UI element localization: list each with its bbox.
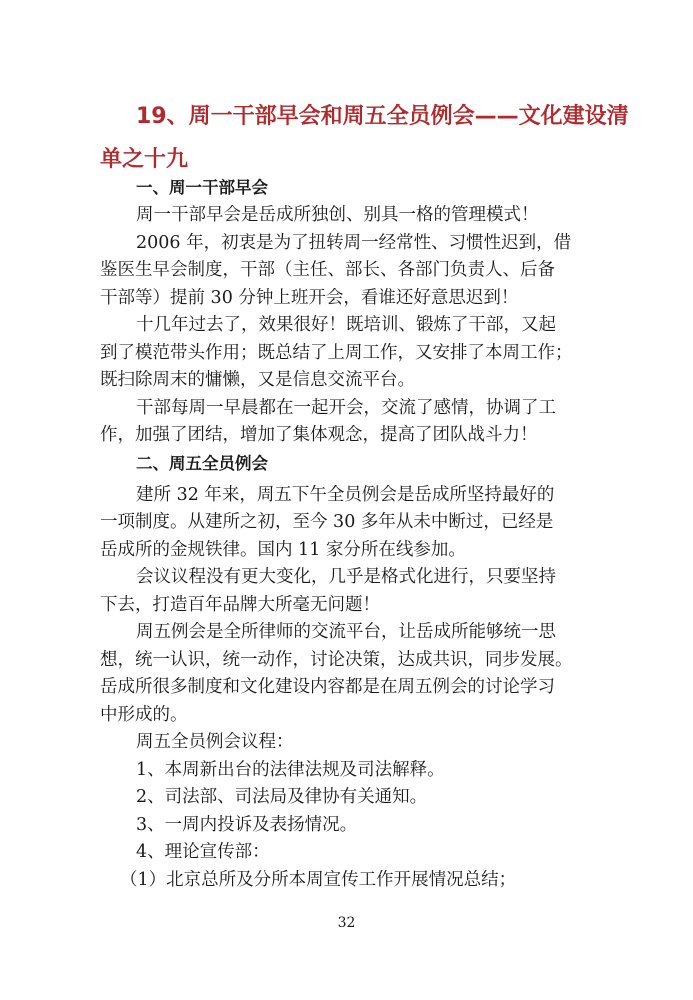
paragraph-line: 2006 年，初衷是为了扭转周一经常性、习惯性迟到，借	[136, 232, 572, 253]
paragraph	[100, 619, 595, 729]
paragraph-line: 岳成所的金规铁律。国内 11 家分所在线参加。	[100, 539, 466, 560]
body-text	[100, 174, 595, 894]
paragraph-line: 会议议程没有更大变化，几乎是格式化进行，只要坚持	[136, 567, 556, 587]
paragraph	[100, 230, 595, 313]
paragraph-line: 十几年过去了，效果很好！既培训、锻炼了干部，又起	[136, 315, 556, 335]
paragraph-line: 想，统一认识，统一动作，讨论决策，达成共识，同步发展。	[100, 649, 573, 670]
paragraph-line: 周一干部早会是岳成所独创、别具一格的管理模式！	[136, 205, 539, 225]
chapter-title	[100, 95, 629, 181]
paragraph	[100, 395, 595, 450]
agenda-title: 周五全员例会议程：	[136, 732, 294, 752]
section-heading-2: 二、周五全员例会	[136, 453, 268, 473]
paragraph-line: 干部等）提前 30 分钟上班开会，看谁还好意思迟到！	[100, 287, 519, 308]
agenda-sub-item: （1）北京总所及分所本周宣传工作开展情况总结；	[120, 869, 517, 890]
agenda-item: 2、司法部、司法局及律协有关通知。	[136, 787, 428, 807]
paragraph-line: 一项制度。从建所之初，至今 30 多年从未中断过，已经是	[100, 512, 554, 532]
paragraph-line: 干部每周一早晨都在一起开会，交流了感情，协调了工	[136, 397, 556, 418]
paragraph	[100, 482, 595, 565]
section-heading-1: 一、周一干部早会	[136, 178, 268, 197]
paragraph-line: 岳成所很多制度和文化建设内容都是在周五例会的讨论学习	[100, 677, 555, 697]
title-line-2: 单之十九	[100, 147, 189, 172]
paragraph-line: 下去，打造百年品牌大所毫无问题！	[100, 594, 380, 615]
paragraph-line: 鉴医生早会制度，干部（主任、部长、各部门负责人、后备	[100, 260, 555, 280]
paragraph	[100, 312, 595, 395]
paragraph	[100, 202, 595, 230]
paragraph-line: 到了模范带头作用；既总结了上周工作，又安排了本周工作；	[100, 342, 573, 363]
paragraph-line: 建所 32 年来，周五下午全员例会是岳成所坚持最好的	[136, 484, 555, 505]
agenda-item: 1、本周新出台的法律法规及司法解释。	[136, 759, 445, 780]
agenda-item: 3、一周内投诉及表扬情况。	[136, 814, 358, 835]
paragraph-line: 中形成的。	[100, 704, 188, 725]
page-number: 32	[337, 915, 356, 931]
title-line-1: 19、周一干部早会和周五全员例会——文化建设清	[136, 104, 629, 129]
paragraph	[100, 564, 595, 619]
paragraph-line: 作，加强了团结，增加了集体观念，提高了团队战斗力！	[100, 425, 538, 445]
paragraph-line: 周五例会是全所律师的交流平台，让岳成所能够统一思	[136, 622, 556, 642]
agenda-item: 4、理论宣传部：	[136, 842, 270, 862]
paragraph-line: 既扫除周末的慵懒，又是信息交流平台。	[100, 370, 415, 390]
